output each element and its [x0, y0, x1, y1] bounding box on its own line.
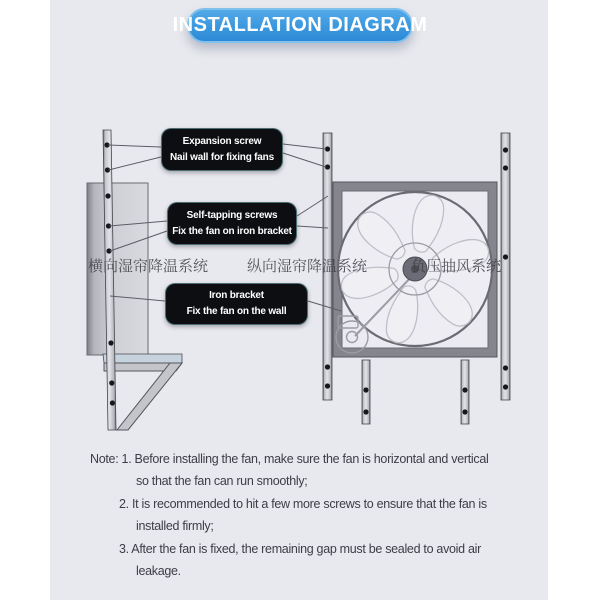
- screw-dot: [503, 384, 508, 389]
- callout-line2: Fix the fan on iron bracket: [172, 225, 292, 237]
- installation-notes: [90, 448, 530, 582]
- callout-line1: Iron bracket: [209, 290, 264, 301]
- callout-line1: Expansion screw: [182, 135, 262, 147]
- note-line: so that the fan can run smoothly;: [136, 474, 308, 489]
- callout-line1: Self-tapping screws: [186, 209, 278, 221]
- side-view-diagram: [87, 130, 182, 430]
- watermark-vertical-cooling-system: 纵向湿帘降温系统: [247, 258, 368, 275]
- screw-dot: [462, 409, 467, 414]
- note-line: Note: 1. Before installing the fan, make sure the fan is horizontal and vertical: [90, 452, 489, 466]
- screw-dot: [363, 387, 368, 392]
- mounting-rail-right: [501, 133, 510, 400]
- front-view-diagram: [323, 133, 510, 424]
- callout-iron-bracket: [165, 283, 308, 325]
- screw-dot: [462, 387, 467, 392]
- note-line: leakage.: [136, 563, 181, 578]
- screw-dot: [109, 380, 114, 385]
- note-line: installed firmly;: [136, 519, 214, 534]
- screw-dot: [108, 340, 113, 345]
- screw-dot: [325, 364, 330, 369]
- watermark-negative-pressure-exhaust: 负压抽风系统: [411, 258, 502, 275]
- page-title: INSTALLATION DIAGRAM: [187, 8, 413, 43]
- callout-line2: Nail wall for fixing fans: [170, 151, 274, 163]
- screw-dot: [503, 147, 508, 152]
- screw-dot: [110, 400, 115, 405]
- callout-expansion-screw: [161, 128, 283, 171]
- screw-dot: [503, 165, 508, 170]
- note-line: 2. It is recommended to hit a few more screws to ensure that the fan is: [119, 496, 487, 511]
- screw-dot: [503, 254, 508, 259]
- screw-dot: [105, 193, 110, 198]
- callout-self-tapping-screws: [167, 202, 297, 245]
- screw-dot: [503, 365, 508, 370]
- screw-dot: [363, 409, 368, 414]
- watermark-horizontal-cooling-system: 横向湿帘降温系统: [88, 258, 209, 275]
- callout-line2: Fix the fan on the wall: [186, 306, 287, 317]
- note-line: 3. After the fan is fixed, the remaining gap must be sealed to avoid air: [119, 541, 481, 556]
- screw-dot: [325, 383, 330, 388]
